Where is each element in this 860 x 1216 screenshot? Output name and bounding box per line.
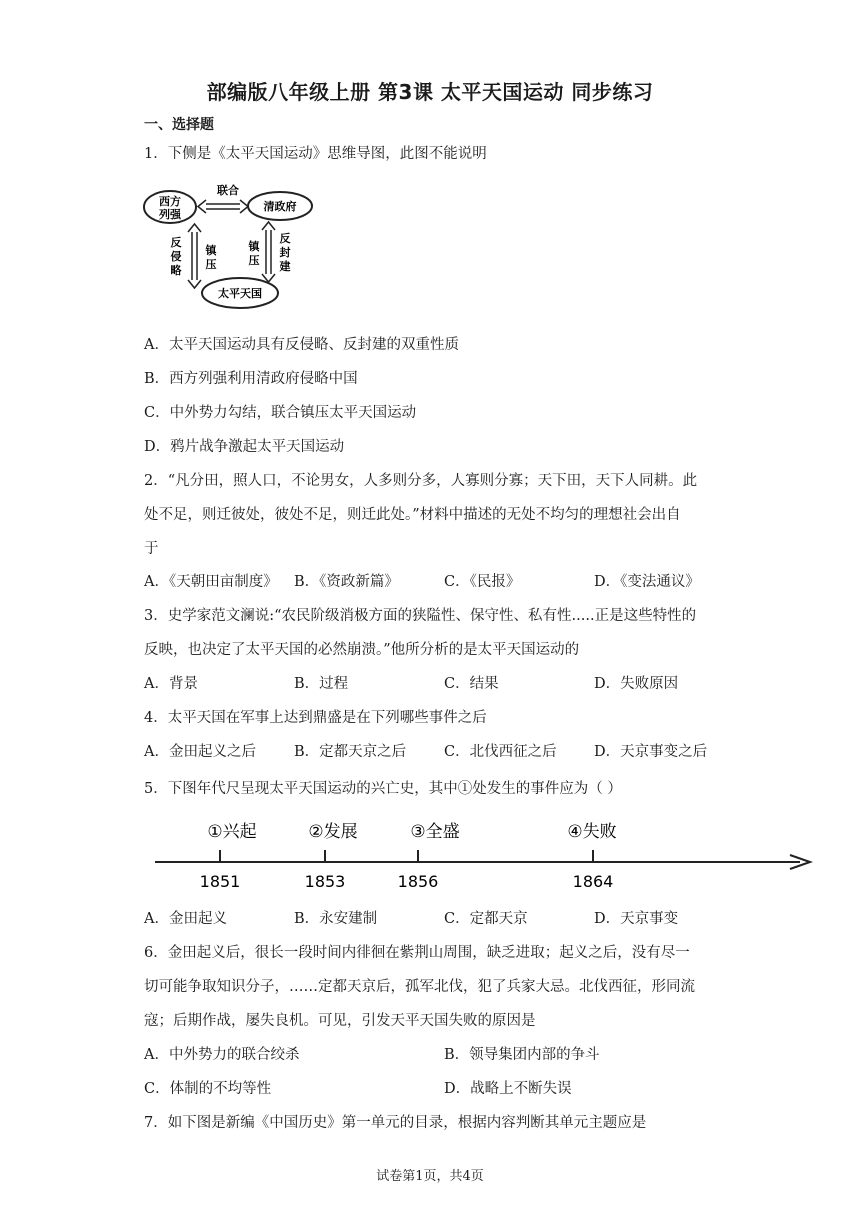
- west-label-2: 列强: [159, 208, 181, 221]
- q2-line-1: 2．“凡分田，照人口，不论男女，人多则分多，人寡则分寡；天下田，天下人同耕。此: [144, 473, 698, 489]
- q4-option-b: B．定都天京之后: [294, 744, 407, 760]
- stage-3: ③全盛: [410, 822, 460, 842]
- q3-line-1: 3．史学家范文澜说:“农民阶级消极方面的狭隘性、保守性、私有性.....正是这些特性的: [144, 608, 697, 624]
- q4-option-a: A．金田起义之后: [144, 744, 256, 760]
- q4-option-c: C．北伐西征之后: [444, 744, 557, 760]
- left-outer-3: 略: [170, 264, 182, 277]
- stage-4: ④失败: [567, 822, 617, 842]
- q2-line-2: 处不足，则迁彼处，彼处不足，则迁此处。”材料中描述的无处不均匀的理想社会出自: [144, 507, 681, 523]
- q5-timeline: [150, 812, 820, 898]
- left-outer-2: 侵: [170, 250, 182, 263]
- q1-option-c: C．中外势力勾结，联合镇压太平天国运动: [144, 405, 417, 421]
- left-outer-1: 反: [170, 236, 182, 249]
- stage-2: ②发展: [308, 822, 358, 842]
- q2-option-a: A．《天朝田亩制度》: [144, 574, 278, 590]
- page-footer: 试卷第1页，共4页: [376, 1169, 484, 1184]
- q7-stem: 7．如下图是新编《中国历史》第一单元的目录，根据内容判断其单元主题应是: [144, 1115, 647, 1131]
- q3-option-a: A．背景: [144, 676, 198, 692]
- qing-label: 清政府: [263, 200, 297, 213]
- q6-option-b: B．领导集团内部的争斗: [444, 1047, 600, 1063]
- right-outer-1: 反: [279, 232, 291, 245]
- year-1864: 1864: [572, 872, 614, 891]
- right-outer-3: 建: [279, 260, 291, 273]
- stage-1: ①兴起: [207, 822, 257, 842]
- q1-mind-map: [140, 180, 330, 315]
- right-inner-2: 压: [248, 254, 260, 267]
- q5-option-d: D．天京事变: [594, 911, 679, 927]
- section-heading: 一、选择题: [144, 117, 214, 133]
- q1-option-b: B．西方列强利用清政府侵略中国: [144, 371, 358, 387]
- q4-option-d: D．天京事变之后: [594, 744, 708, 760]
- west-label-1: 西方: [159, 195, 181, 208]
- right-outer-2: 封: [279, 246, 291, 259]
- q5-option-c: C．定都天京: [444, 911, 528, 927]
- right-inner-1: 镇: [248, 240, 260, 253]
- q1-option-d: D．鸦片战争激起太平天国运动: [144, 439, 345, 455]
- q2-option-b: B．《资政新篇》: [294, 574, 399, 590]
- q6-line-2: 切可能争取知识分子，……定都天京后，孤军北伐，犯了兵家大忌。北伐西征，形同流: [144, 979, 695, 995]
- taiping-label: 太平天国: [218, 287, 262, 300]
- year-1851: 1851: [199, 872, 241, 891]
- q6-line-3: 寇；后期作战，屡失良机。可见，引发天平天国失败的原因是: [144, 1013, 536, 1029]
- left-inner-1: 镇: [205, 244, 217, 257]
- q2-line-3: 于: [144, 541, 159, 557]
- alliance-label: 联合: [217, 184, 239, 197]
- q3-line-2: 反映，也决定了太平天国的必然崩溃。”他所分析的是太平天国运动的: [144, 642, 580, 658]
- q2-option-d: D．《变法通议》: [594, 574, 700, 590]
- q6-option-a: A．中外势力的联合绞杀: [144, 1047, 300, 1063]
- page-title: 部编版八年级上册 第3课 太平天国运动 同步练习: [206, 80, 654, 104]
- q3-option-d: D．失败原因: [594, 676, 679, 692]
- q2-option-c: C．《民报》: [444, 574, 521, 590]
- year-1856: 1856: [397, 872, 439, 891]
- q3-option-c: C．结果: [444, 676, 499, 692]
- q5-option-b: B．永安建制: [294, 911, 378, 927]
- q1-option-a: A．太平天国运动具有反侵略、反封建的双重性质: [144, 337, 459, 353]
- left-inner-2: 压: [205, 258, 217, 271]
- q5-stem: 5．下图年代尺呈现太平天国运动的兴亡史，其中①处发生的事件应为（ ）: [144, 781, 622, 797]
- q6-option-c: C．体制的不均等性: [144, 1081, 272, 1097]
- q1-stem: 1．下侧是《太平天国运动》思维导图，此图不能说明: [144, 146, 487, 162]
- q3-option-b: B．过程: [294, 676, 349, 692]
- q6-line-1: 6．金田起义后，很长一段时间内徘徊在紫荆山周围，缺乏进取；起义之后，没有尽一: [144, 945, 690, 961]
- q4-stem: 4．太平天国在军事上达到鼎盛是在下列哪些事件之后: [144, 710, 487, 726]
- year-1853: 1853: [304, 872, 346, 891]
- q5-option-a: A．金田起义: [144, 911, 227, 927]
- q6-option-d: D．战略上不断失误: [444, 1081, 572, 1097]
